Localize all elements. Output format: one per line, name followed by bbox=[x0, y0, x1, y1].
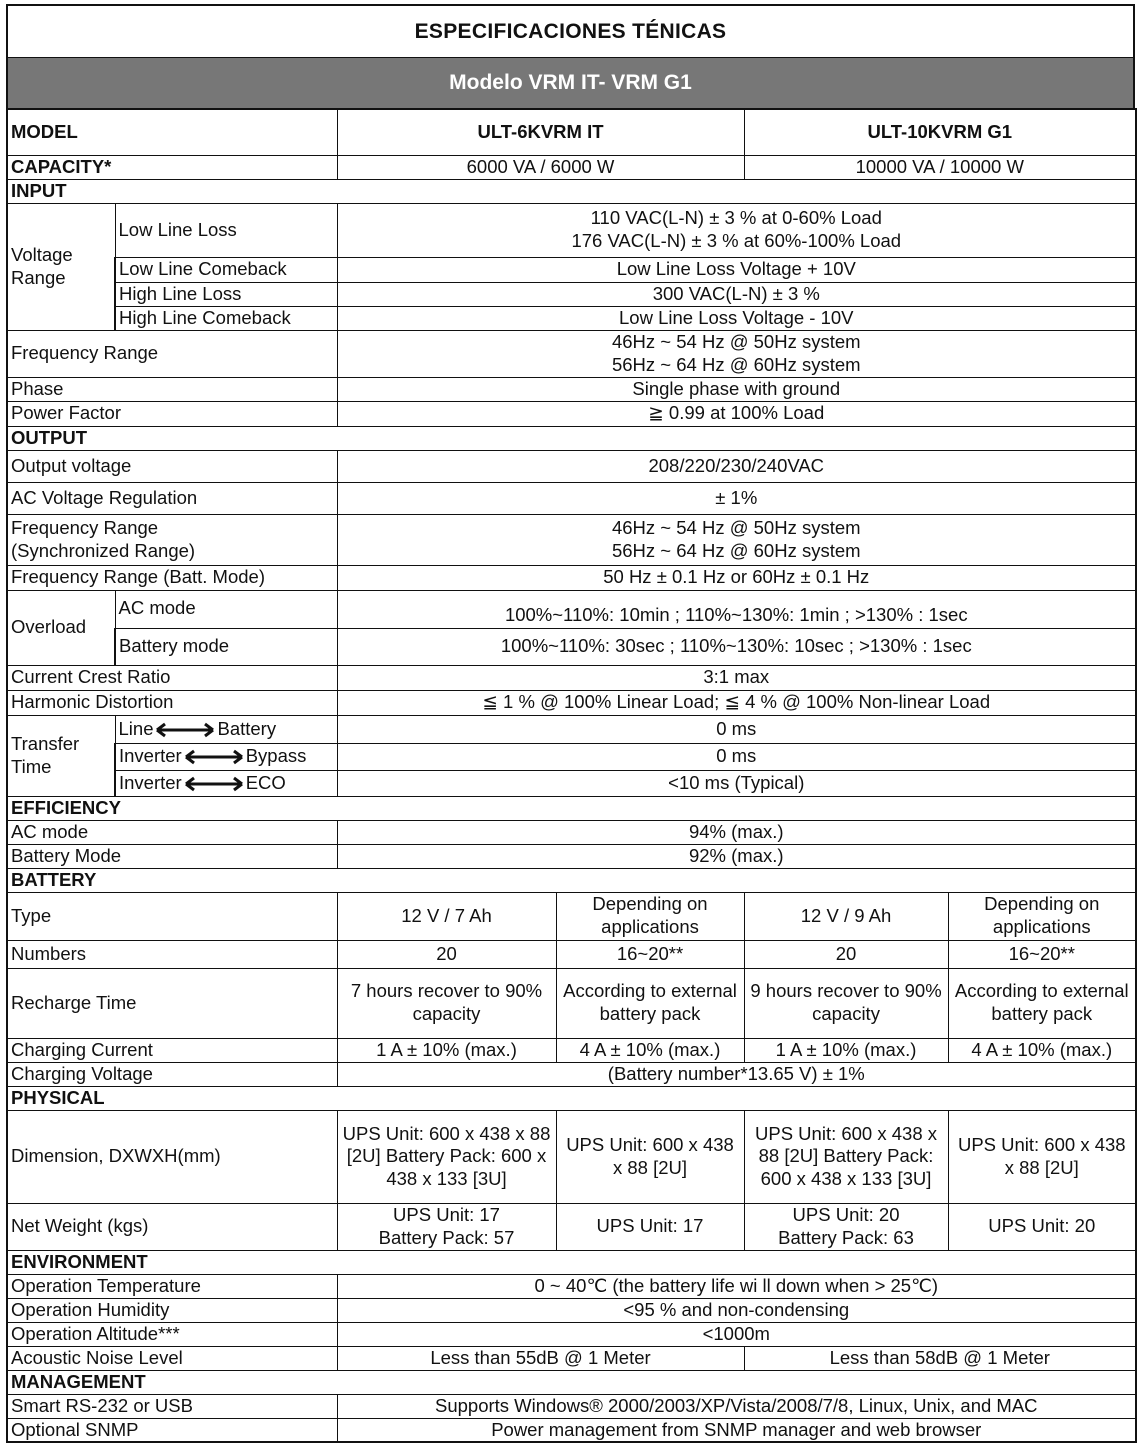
spec-label: High Line Loss bbox=[115, 282, 337, 306]
spec-value: 16~20** bbox=[556, 940, 744, 968]
model-name: ULT-10KVRM G1 bbox=[744, 109, 1136, 155]
spec-label: Frequency Range (Batt. Mode) bbox=[7, 565, 337, 590]
spec-value: UPS Unit: 20 Battery Pack: 63 bbox=[744, 1203, 948, 1250]
section-row bbox=[7, 1086, 1136, 1110]
spec-value: UPS Unit: 600 x 438 x 88 [2U] Battery Pack: 600 x 438 x 133 [3U] bbox=[337, 1110, 556, 1203]
capacity-value: 10000 VA / 10000 W bbox=[744, 155, 1136, 179]
spec-value: According to external battery pack bbox=[556, 968, 744, 1038]
spec-value: UPS Unit: 17 bbox=[556, 1203, 744, 1250]
table-row bbox=[7, 1203, 1136, 1250]
spec-value: 4 A ± 10% (max.) bbox=[948, 1038, 1136, 1062]
table-row bbox=[7, 282, 1136, 306]
table-row bbox=[7, 514, 1136, 565]
spec-label: Current Crest Ratio bbox=[7, 665, 337, 690]
spec-value: <95 % and non-condensing bbox=[337, 1298, 1136, 1322]
table-row bbox=[7, 450, 1136, 482]
spec-value: 1 A ± 10% (max.) bbox=[744, 1038, 948, 1062]
spec-value: UPS Unit: 600 x 438 x 88 [2U] Battery Pack: 600 x 438 x 133 [3U] bbox=[744, 1110, 948, 1203]
spec-value: 100%~110%: 10min ; 110%~130%: 1min ; >130% : 1sec bbox=[337, 590, 1136, 628]
spec-label: High Line Comeback bbox=[115, 306, 337, 330]
table-row bbox=[7, 665, 1136, 690]
spec-label: Numbers bbox=[7, 940, 337, 968]
spec-label: Inverter ECO bbox=[115, 770, 337, 796]
spec-label: AC Voltage Regulation bbox=[7, 482, 337, 514]
table-row bbox=[7, 770, 1136, 796]
spec-value: UPS Unit: 20 bbox=[948, 1203, 1136, 1250]
spec-sheet bbox=[6, 4, 1135, 1443]
spec-value: ± 1% bbox=[337, 482, 1136, 514]
spec-label: Frequency Range bbox=[7, 330, 337, 377]
spec-value: 20 bbox=[744, 940, 948, 968]
spec-value: (Battery number*13.65 V) ± 1% bbox=[337, 1062, 1136, 1086]
table-row bbox=[7, 628, 1136, 665]
spec-value: Power management from SNMP manager and web browser bbox=[337, 1418, 1136, 1442]
table-row bbox=[7, 401, 1136, 426]
table-row bbox=[7, 203, 1136, 257]
spec-value: Low Line Loss Voltage + 10V bbox=[337, 257, 1136, 282]
spec-value: 46Hz ~ 54 Hz @ 50Hz system 56Hz ~ 64 Hz @ 60Hz system bbox=[337, 514, 1136, 565]
table-row bbox=[7, 1346, 1136, 1370]
spec-value: UPS Unit: 17 Battery Pack: 57 bbox=[337, 1203, 556, 1250]
spec-label: AC mode bbox=[115, 590, 337, 628]
table-row bbox=[7, 109, 1136, 155]
table-row bbox=[7, 257, 1136, 282]
section-row bbox=[7, 179, 1136, 203]
spec-value: <10 ms (Typical) bbox=[337, 770, 1136, 796]
spec-value: UPS Unit: 600 x 438 x 88 [2U] bbox=[948, 1110, 1136, 1203]
table-row bbox=[7, 1038, 1136, 1062]
spec-value: 0 ms bbox=[337, 715, 1136, 743]
spec-value: 46Hz ~ 54 Hz @ 50Hz system 56Hz ~ 64 Hz @ 60Hz system bbox=[337, 330, 1136, 377]
table-row bbox=[7, 306, 1136, 330]
spec-value: 110 VAC(L-N) ± 3 % at 0-60% Load 176 VAC(L-N) ± 3 % at 60%-100% Load bbox=[337, 203, 1136, 257]
spec-label: Line Battery bbox=[115, 715, 337, 743]
spec-value: 4 A ± 10% (max.) bbox=[556, 1038, 744, 1062]
spec-value: ≦ 1 % @ 100% Linear Load; ≦ 4 % @ 100% Non-linear Load bbox=[337, 690, 1136, 715]
spec-value: 9 hours recover to 90% capacity bbox=[744, 968, 948, 1038]
table-row bbox=[7, 330, 1136, 377]
spec-label: Low Line Loss bbox=[115, 203, 337, 257]
spec-label: Charging Voltage bbox=[7, 1062, 337, 1086]
table-row bbox=[7, 590, 1136, 628]
section-heading: BATTERY bbox=[7, 868, 1136, 892]
double-arrow-icon bbox=[155, 721, 215, 739]
spec-label: Acoustic Noise Level bbox=[7, 1346, 337, 1370]
table-row bbox=[7, 715, 1136, 743]
table-row bbox=[7, 743, 1136, 770]
section-row bbox=[7, 1370, 1136, 1394]
spec-value: Depending on applications bbox=[948, 892, 1136, 940]
spec-label: Smart RS-232 or USB bbox=[7, 1394, 337, 1418]
spec-label: Battery Mode bbox=[7, 844, 337, 868]
spec-value: Single phase with ground bbox=[337, 377, 1136, 401]
spec-value: 300 VAC(L-N) ± 3 % bbox=[337, 282, 1136, 306]
section-heading: OUTPUT bbox=[7, 426, 1136, 450]
spec-label: Inverter Bypass bbox=[115, 743, 337, 770]
section-heading: ENVIRONMENT bbox=[7, 1250, 1136, 1274]
table-row bbox=[7, 1062, 1136, 1086]
spec-value: 12 V / 7 Ah bbox=[337, 892, 556, 940]
capacity-label: CAPACITY* bbox=[7, 155, 337, 179]
capacity-value: 6000 VA / 6000 W bbox=[337, 155, 744, 179]
spec-table bbox=[6, 108, 1137, 1443]
spec-label: Dimension, DXWXH(mm) bbox=[7, 1110, 337, 1203]
spec-value: 3:1 max bbox=[337, 665, 1136, 690]
spec-value: 92% (max.) bbox=[337, 844, 1136, 868]
spec-value: 20 bbox=[337, 940, 556, 968]
spec-label: Battery mode bbox=[115, 628, 337, 665]
spec-value: 208/220/230/240VAC bbox=[337, 450, 1136, 482]
table-row bbox=[7, 1110, 1136, 1203]
table-row bbox=[7, 1274, 1136, 1298]
spec-label: Frequency Range (Synchronized Range) bbox=[7, 514, 337, 565]
model-banner: Modelo VRM IT- VRM G1 bbox=[6, 58, 1135, 108]
spec-value: 1 A ± 10% (max.) bbox=[337, 1038, 556, 1062]
model-name: ULT-6KVRM IT bbox=[337, 109, 744, 155]
spec-label: Net Weight (kgs) bbox=[7, 1203, 337, 1250]
spec-value: 7 hours recover to 90% capacity bbox=[337, 968, 556, 1038]
table-row bbox=[7, 940, 1136, 968]
spec-label: Phase bbox=[7, 377, 337, 401]
spec-label: Charging Current bbox=[7, 1038, 337, 1062]
table-row bbox=[7, 482, 1136, 514]
table-row bbox=[7, 1322, 1136, 1346]
table-row bbox=[7, 1394, 1136, 1418]
spec-value: According to external battery pack bbox=[948, 968, 1136, 1038]
spec-group-label: Overload bbox=[7, 590, 115, 665]
section-row bbox=[7, 796, 1136, 820]
table-row bbox=[7, 1298, 1136, 1322]
section-heading: INPUT bbox=[7, 179, 1136, 203]
section-heading: PHYSICAL bbox=[7, 1086, 1136, 1110]
spec-label: Harmonic Distortion bbox=[7, 690, 337, 715]
spec-label: Operation Altitude*** bbox=[7, 1322, 337, 1346]
spec-value: <1000m bbox=[337, 1322, 1136, 1346]
spec-value: 12 V / 9 Ah bbox=[744, 892, 948, 940]
table-row bbox=[7, 690, 1136, 715]
model-label: MODEL bbox=[7, 109, 337, 155]
spec-value: UPS Unit: 600 x 438 x 88 [2U] bbox=[556, 1110, 744, 1203]
double-arrow-icon bbox=[184, 748, 244, 766]
section-row bbox=[7, 868, 1136, 892]
table-row bbox=[7, 1418, 1136, 1442]
spec-label: Output voltage bbox=[7, 450, 337, 482]
spec-value: 0 ~ 40℃ (the battery life wi ll down when > 25℃) bbox=[337, 1274, 1136, 1298]
spec-label: Operation Humidity bbox=[7, 1298, 337, 1322]
spec-label: Type bbox=[7, 892, 337, 940]
section-heading: MANAGEMENT bbox=[7, 1370, 1136, 1394]
spec-label: Recharge Time bbox=[7, 968, 337, 1038]
spec-label: AC mode bbox=[7, 820, 337, 844]
table-row bbox=[7, 377, 1136, 401]
spec-value: Less than 55dB @ 1 Meter bbox=[337, 1346, 744, 1370]
table-row bbox=[7, 892, 1136, 940]
spec-group-label: Transfer Time bbox=[7, 715, 115, 796]
spec-value: 0 ms bbox=[337, 743, 1136, 770]
table-row bbox=[7, 968, 1136, 1038]
table-row bbox=[7, 844, 1136, 868]
table-row bbox=[7, 565, 1136, 590]
table-row bbox=[7, 820, 1136, 844]
spec-label: Optional SNMP bbox=[7, 1418, 337, 1442]
spec-value: 16~20** bbox=[948, 940, 1136, 968]
section-heading: EFFICIENCY bbox=[7, 796, 1136, 820]
section-row bbox=[7, 426, 1136, 450]
spec-value: ≧ 0.99 at 100% Load bbox=[337, 401, 1136, 426]
document-title: ESPECIFICACIONES TÉNICAS bbox=[6, 4, 1135, 58]
section-row bbox=[7, 1250, 1136, 1274]
spec-label: Operation Temperature bbox=[7, 1274, 337, 1298]
spec-value: Supports Windows® 2000/2003/XP/Vista/2008/7/8, Linux, Unix, and MAC bbox=[337, 1394, 1136, 1418]
spec-value: 94% (max.) bbox=[337, 820, 1136, 844]
spec-value: Depending on applications bbox=[556, 892, 744, 940]
spec-value: 50 Hz ± 0.1 Hz or 60Hz ± 0.1 Hz bbox=[337, 565, 1136, 590]
spec-group-label: Voltage Range bbox=[7, 203, 115, 330]
spec-label: Low Line Comeback bbox=[115, 257, 337, 282]
spec-value: 100%~110%: 30sec ; 110%~130%: 10sec ; >130% : 1sec bbox=[337, 628, 1136, 665]
table-row bbox=[7, 155, 1136, 179]
spec-label: Power Factor bbox=[7, 401, 337, 426]
spec-value: Low Line Loss Voltage - 10V bbox=[337, 306, 1136, 330]
double-arrow-icon bbox=[184, 775, 244, 793]
spec-value: Less than 58dB @ 1 Meter bbox=[744, 1346, 1136, 1370]
